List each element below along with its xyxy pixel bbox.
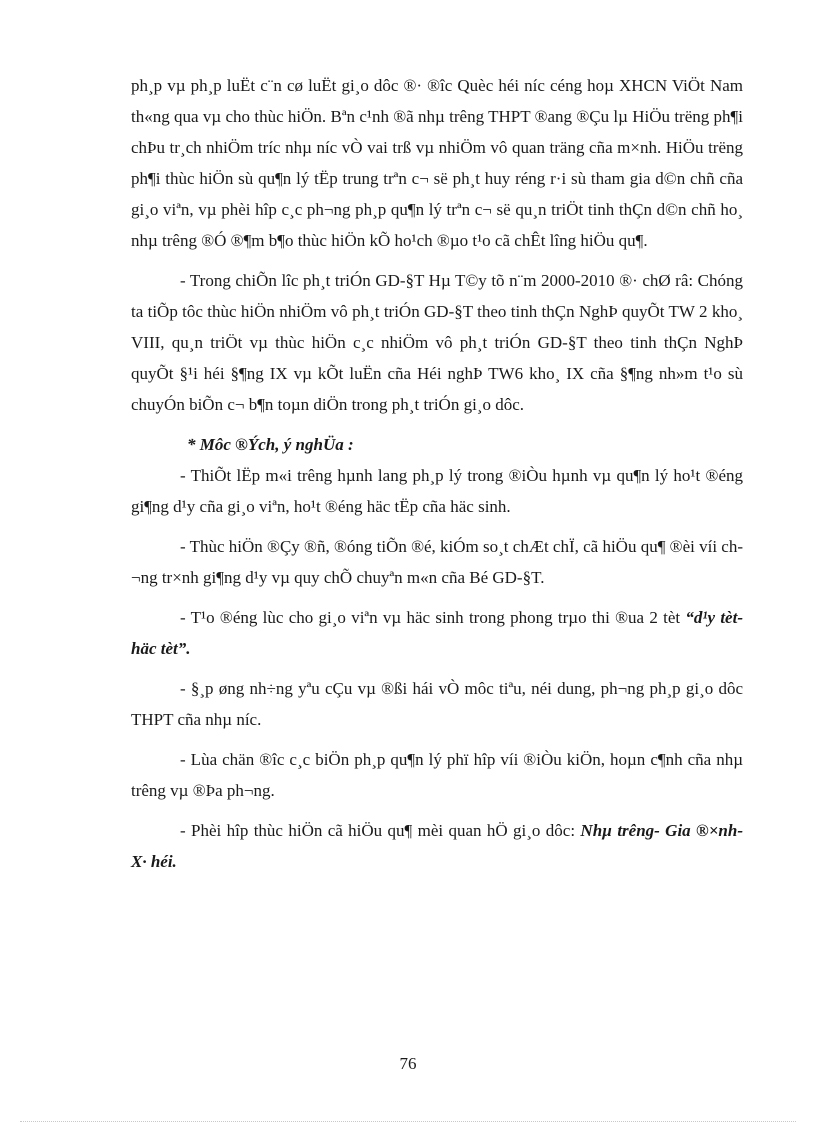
page-number: 76 [399, 1054, 417, 1073]
page-bottom-divider [20, 1121, 796, 1122]
bullet-coordination-emphasis: Nhµ trêng- Gia ®×nh- X· héi. [131, 821, 744, 871]
bullet-requirements: - §¸p øng nh÷ng yªu cÇu vµ ®ßi hái vÒ môc tiªu, néi dung, ph¬ng ph¸p gi¸o dôc THPT cña nhµ níc. [131, 679, 743, 729]
bullet-legal-framework: - ThiÕt lËp m«i trêng hµnh lang ph¸p lý trong ®iÒu hµnh vµ qu¶n lý ho¹t ®éng gi¶ng d¹y cña gi¸o viªn, ho¹t ®éng häc tËp cña häc sinh. [131, 466, 743, 516]
paragraph-continuation: ph¸p vµ ph¸p luËt c¨n cø luËt gi¸o dôc ®· ®îc Quèc héi níc céng hoµ XHCN ViÖt Nam th«ng qua vµ cho thùc hiÖn. Bªn c¹nh ®ã nhµ trêng THPT ®ang ®Çu lµ HiÖu trëng ph¶i chÞu tr¸ch nhiÖm tríc nhµ níc vÒ vai trß vµ nhiÖm vô quan träng cña m×nh. HiÖu trëng ph¶i thùc hiÖn sù qu¶n lý tËp trung trªn c¬ së ph¸t huy réng r·i sù tham gia d©n chñ cña gi¸o viªn, vµ phèi hîp c¸c ph¬ng ph¸p qu¶n lý trªn c¬ së qu¸n triÖt tinh thÇn d©n chñ ho¸ nhµ trêng ®Ó ®¶m b¶o thùc hiÖn kÕ ho¹ch ®µo t¹o cã chÊt lîng hiÖu qu¶. [131, 76, 743, 250]
bullet-emulation-text: - T¹o ®éng lùc cho gi¸o viªn vµ häc sinh trong phong trµo thi ®ua 2 tèt [180, 608, 686, 627]
bullet-coordination-text: - Phèi hîp thùc hiÖn cã hiÖu qu¶ mèi quan hÖ gi¸o dôc: [180, 821, 581, 840]
section-heading: * Môc ®Ých, ý nghÜa : [187, 435, 354, 454]
bullet-emulation [131, 602, 743, 664]
paragraph-strategy: - Trong chiÕn lîc ph¸t triÓn GD-§T Hµ T©y tõ n¨m 2000-2010 ®· chØ râ: Chóng ta tiÕp tôc thùc hiÖn nhiÖm vô ph¸t triÓn GD-§T theo tinh thÇn NghÞ quyÕt TW 2 kho¸ VIII, qu¸n triÖt vµ thùc hiÖn c¸c nhiÖm vô ph¸t triÓn GD-§T theo tinh thÇn NghÞ quyÕt §¹i héi §¶ng IX vµ kÕt luËn cña Héi nghÞ TW6 kho¸ IX cña §¶ng nh»m t¹o sù chuyÓn biÕn c¬ b¶n toµn diÖn trong ph¸t triÓn gi¸o dôc. [131, 271, 743, 414]
page-body [131, 70, 743, 877]
bullet-emulation-emphasis: “d¹y tèt- häc tèt”. [131, 608, 743, 658]
bullet-coordination [131, 815, 743, 877]
bullet-curriculum: - Thùc hiÖn ®Çy ®ñ, ®óng tiÕn ®é, kiÓm so¸t chÆt chÏ, cã hiÖu qu¶ ®èi víi ch¬ng tr×nh gi¶ng d¹y vµ quy chÕ chuyªn m«n cña Bé GD-§T. [131, 537, 744, 587]
bullet-measures: - Lùa chän ®îc c¸c biÖn ph¸p qu¶n lý phï hîp víi ®iÒu kiÖn, hoµn c¶nh cña nhµ trêng vµ ®Þa ph¬ng. [131, 750, 743, 800]
